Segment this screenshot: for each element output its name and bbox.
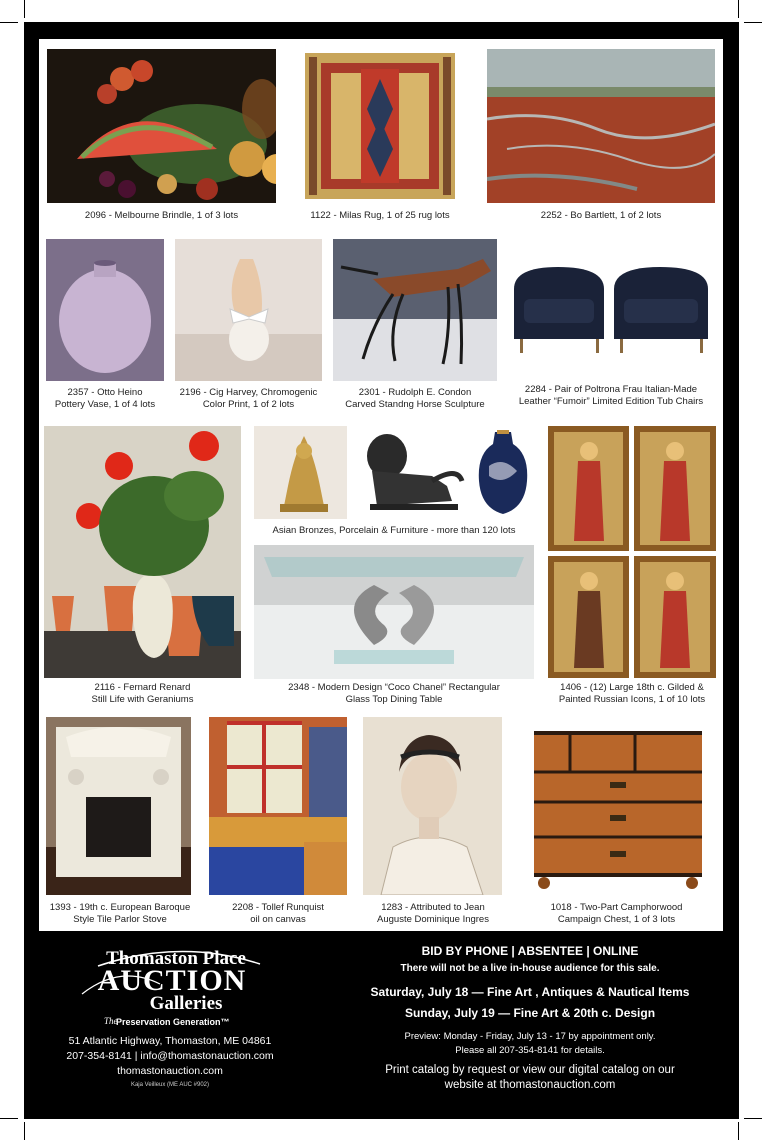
crop-mark xyxy=(744,22,762,23)
catalog-note-line2: website at thomastonauction.com xyxy=(444,1079,616,1091)
crop-mark xyxy=(0,1118,18,1119)
caption-2252: 2252 - Bo Bartlett, 1 of 2 lots xyxy=(540,210,662,221)
caption-1393-line1: 1393 - 19th c. European Baroque xyxy=(49,902,191,913)
ingres-portrait-drawing xyxy=(363,717,502,895)
caption-2116-line1: 2116 - Fernard Renard xyxy=(94,682,191,693)
crop-mark xyxy=(0,22,18,23)
tollef-runquist-painting xyxy=(209,717,347,895)
caption-1122: 1122 - Milas Rug, 1 of 25 rug lots xyxy=(310,210,450,221)
camphorwood-campaign-chest-photo xyxy=(520,717,713,895)
no-live-audience-note: There will not be a live in-house audience for this sale. xyxy=(400,963,660,974)
caption-1018-line2: Campaign Chest, 1 of 3 lots xyxy=(557,914,676,925)
caption-2284-line2: Leather “Fumoir” Limited Edition Tub Chairs xyxy=(518,396,704,407)
caption-2357-line1: 2357 - Otto Heino xyxy=(67,387,143,398)
caption-2196-line1: 2196 - Cig Harvey, Chromogenic xyxy=(179,387,318,398)
baroque-tile-stove-photo xyxy=(46,717,191,895)
caption-1406-line2: Painted Russian Icons, 1 of 10 lots xyxy=(558,694,706,705)
caption-2284-line1: 2284 - Pair of Poltrona Frau Italian-Made xyxy=(524,384,698,395)
caption-2301-line1: 2301 - Rudolph E. Condon xyxy=(358,387,472,398)
caption-2357-line2: Pottery Vase, 1 of 4 lots xyxy=(54,399,156,410)
logo-tagline: Preservation Generation™ xyxy=(116,1017,230,1027)
milas-rug-photo xyxy=(301,49,459,203)
license-note: Kaja Veilleux (ME AUC #902) xyxy=(130,1082,210,1088)
caption-asian: Asian Bronzes, Porcelain & Furniture - more than 120 lots xyxy=(272,525,516,536)
crop-mark xyxy=(744,1118,762,1119)
caption-1406-line1: 1406 - (12) Large 18th c. Gilded & xyxy=(560,682,704,693)
crop-mark xyxy=(738,1122,739,1140)
crop-mark xyxy=(24,1122,25,1140)
crop-mark xyxy=(738,0,739,18)
geranium-still-life-painting xyxy=(44,426,241,678)
condon-horse-sculpture-photo xyxy=(333,239,497,381)
sunday-sale: Sunday, July 19 — Fine Art & 20th c. Design xyxy=(404,1006,656,1020)
catalog-note-line1: Print catalog by request or view our digital catalog on our xyxy=(385,1064,675,1076)
saturday-sale: Saturday, July 18 — Fine Art , Antiques & Nautical Items xyxy=(370,985,690,999)
contact-website[interactable]: thomastonauction.com xyxy=(117,1065,223,1077)
preview-contact: Please all 207-354-8141 for details. xyxy=(455,1045,605,1056)
contact-address: 51 Atlantic Highway, Thomaston, ME 04861 xyxy=(68,1035,272,1047)
otto-heino-vase-photo xyxy=(46,239,164,381)
cig-harvey-photograph xyxy=(175,239,322,381)
crop-mark xyxy=(24,0,25,18)
caption-2116-line2: Still Life with Geraniums xyxy=(91,694,194,705)
bo-bartlett-landscape-painting xyxy=(487,49,715,203)
russian-icons-photo xyxy=(548,426,716,678)
caption-1283-line1: 1283 - Attributed to Jean xyxy=(381,902,485,913)
caption-2208-line1: 2208 - Tollef Runquist xyxy=(232,902,324,913)
asian-gilt-bronze-figure-photo xyxy=(254,426,347,519)
bid-options: BID BY PHONE | ABSENTEE | ONLINE xyxy=(421,944,639,958)
logo-line1: Thomaston Place xyxy=(106,948,246,969)
logo-line2: AUCTION xyxy=(97,964,247,997)
caption-1018-line1: 1018 - Two-Part Camphorwood xyxy=(550,902,683,913)
asian-bronze-lion-photo xyxy=(352,426,468,519)
caption-1283-line2: Auguste Dominique Ingres xyxy=(377,914,489,925)
caption-2096: 2096 - Melbourne Brindle, 1 of 3 lots xyxy=(84,210,239,221)
caption-2301-line2: Carved Standng Horse Sculpture xyxy=(345,399,485,410)
caption-2196-line2: Color Print, 1 of 2 lots xyxy=(202,399,295,410)
caption-1393-line2: Style Tile Parlor Stove xyxy=(73,914,167,925)
coco-chanel-table-photo xyxy=(254,545,534,679)
caption-2208-line2: oil on canvas xyxy=(250,914,306,925)
blue-white-porcelain-vase-photo xyxy=(473,426,533,519)
contact-phone-email: 207-354-8141 | info@thomastonauction.com xyxy=(66,1050,274,1062)
preview-hours: Preview: Monday - Friday, July 13 - 17 by appointment only. xyxy=(404,1031,656,1042)
poltrona-frau-chairs-photo xyxy=(508,239,714,369)
caption-2348-line2: Glass Top Dining Table xyxy=(345,694,443,705)
still-life-fruit-painting xyxy=(47,49,276,203)
thomaston-place-logo xyxy=(60,944,290,1030)
logo-tagline-prefix: The xyxy=(104,1016,118,1026)
caption-2348-line1: 2348 - Modern Design “Coco Chanel” Rectangular xyxy=(288,682,500,693)
logo-line3: Galleries xyxy=(149,993,223,1014)
